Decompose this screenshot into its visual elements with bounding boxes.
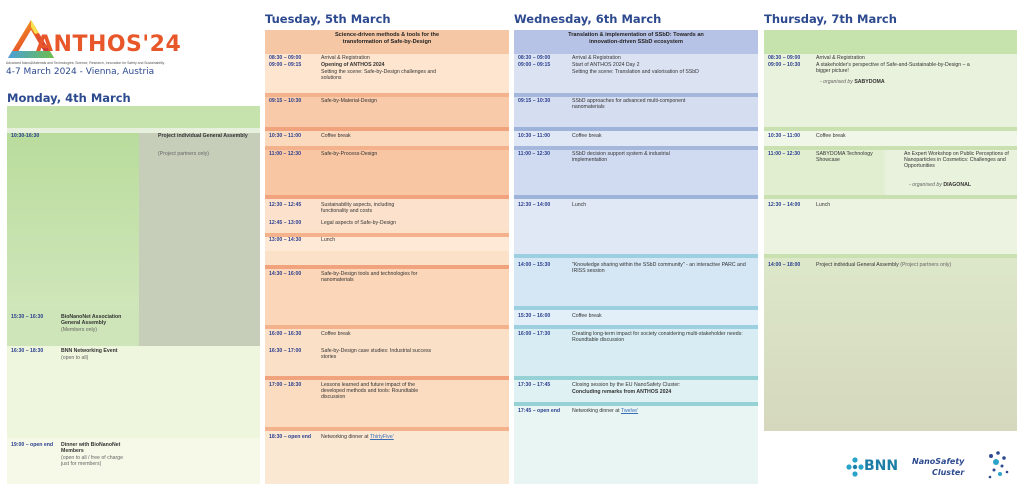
thursday-slot-2-title: A stakeholder's perspective of Safe-and-Sustainable-by-Design – a bigger picture! — [816, 62, 970, 75]
thursday-slot-1-time: 08:30 – 09:00 — [768, 55, 801, 61]
thursday-slot-2-org — [820, 79, 885, 85]
monday-column — [7, 106, 260, 484]
tuesday-slot-11-time: 16:30 – 17:00 — [269, 348, 302, 354]
thursday-slot-5-title: Lunch — [816, 202, 831, 208]
monday-title: Monday, 4th March — [7, 91, 131, 105]
thursday-slot-6-time: 14:00 – 18:00 — [768, 262, 801, 268]
nanosafety-cluster-logo — [912, 450, 1017, 482]
dots-figure-icon — [982, 450, 1014, 482]
wednesday-slot-2-time: 09:00 – 09:15 — [518, 62, 551, 68]
thursday-slot-2-org-prefix: - organised by — [820, 79, 855, 85]
wednesday-dinner-link[interactable]: Twelve' — [620, 408, 639, 414]
thursday-slot-4-parallel: An Expert Workshop on Public Perceptions of Nanoparticles in Cosmetics: Challenges and Opportunities — [904, 151, 1009, 170]
wednesday-slot-5-time: 11:00 – 12:30 — [518, 151, 551, 157]
monday-slot-3-time: 16:30 – 18:30 — [11, 348, 44, 354]
wednesday-slot-7-title: "Knowledge sharing within the SSbD community" - an interactive PARC and IRISS session — [572, 262, 746, 275]
wednesday-title: Wednesday, 6th March — [514, 12, 662, 26]
monday-slot-1-note: (Project partners only) — [158, 151, 210, 157]
tuesday-slot-7-time: 12:45 – 13:00 — [269, 220, 302, 226]
tuesday-slot-12-title: Lessons learned and future impact of the developed methods and tools: Roundtable discussion — [321, 382, 419, 401]
tuesday-slot-1-time: 08:30 – 09:00 — [269, 55, 302, 61]
thursday-slot-4-title: SABYDOMA Technology Showcase — [816, 151, 873, 164]
wednesday-slot-11-title — [572, 408, 638, 414]
wednesday-slot-8-title: Coffee break — [572, 313, 602, 319]
thursday-slot-6-note: (Project partners only) — [900, 262, 952, 268]
monday-slot-4-note: (open to all / free of charge just for members) — [61, 455, 123, 468]
tuesday-slot-5-time: 11:00 – 12:30 — [269, 151, 302, 157]
wednesday-slot-10-time: 17:30 – 17:45 — [518, 382, 551, 388]
tuesday-header: Science-driven methods & tools for the transformation of Safe-by-Design — [334, 32, 440, 45]
brand-name: ANTHOS'24 — [36, 32, 182, 57]
monday-slot-2-time: 15:30 – 16:30 — [11, 314, 44, 320]
tuesday-slot-9-time: 14:30 – 16:00 — [269, 271, 302, 277]
wednesday-slot-6-title: Lunch — [572, 202, 587, 208]
event-dates: 4-7 March 2024 - Vienna, Austria — [6, 67, 155, 77]
wednesday-column — [514, 30, 758, 484]
wednesday-slot-3-title: SSbD approaches for advanced multi-component nanomaterials — [572, 98, 686, 111]
wednesday-header: Translation & implementation of SSbD: Towards an innovation-driven SSbD ecosystem — [568, 32, 704, 45]
monday-slot-2-note: (Members only) — [61, 327, 98, 333]
wednesday-slot-2-title: Start of ANTHOS 2024 Day 2 — [572, 62, 640, 68]
monday-slot-1-time: 10:30-16:30 — [11, 133, 40, 139]
brand-tagline: Advanced Nano&Materials and Technologies: Science, Research, Innovation for Safety and Sustainability — [6, 61, 165, 65]
monday-slot-4-time: 19:00 – open end — [11, 442, 54, 448]
bnn-logo — [846, 455, 906, 479]
thursday-slot-2-time: 09:00 – 10:30 — [768, 62, 801, 68]
thursday-slot-4-time: 11:00 – 12:30 — [768, 151, 801, 157]
thursday-slot-2-org-name: SABYDOMA — [854, 79, 885, 85]
wednesday-slot-10-title: Closing session by the EU NanoSafety Cluster: — [572, 382, 681, 388]
tuesday-slot-2-time: 09:00 – 09:15 — [269, 62, 302, 68]
thursday-slot-6-title-text: Project individual General Assembly — [816, 262, 899, 268]
tuesday-slot-13-title — [321, 434, 394, 440]
thursday-title: Thursday, 7th March — [764, 12, 897, 26]
wednesday-slot-1-title: Arrival & Registration — [572, 55, 621, 61]
thursday-slot-4-org-prefix: - organised by — [909, 182, 944, 188]
wednesday-slot-6-time: 12:30 – 14:00 — [518, 202, 551, 208]
wednesday-slot-3-time: 09:15 – 10:30 — [518, 98, 551, 104]
wednesday-slot-4-time: 10:30 – 11:00 — [518, 133, 551, 139]
tuesday-slot-4-title: Coffee break — [321, 133, 351, 139]
tuesday-slot-11-title: Safe-by-Design case studies: Industrial success stories — [321, 348, 432, 361]
thursday-slot-3-time: 10:30 – 11:00 — [768, 133, 801, 139]
thursday-column — [764, 30, 1017, 431]
thursday-slot-5-time: 12:30 – 14:00 — [768, 202, 801, 208]
tuesday-slot-7-title: Legal aspects of Safe-by-Design — [321, 220, 396, 226]
thursday-slot-3-title: Coffee break — [816, 133, 846, 139]
tuesday-slot-13-time: 18:30 – open end — [269, 434, 312, 440]
thursday-slot-4-org — [909, 182, 971, 188]
tuesday-slot-9-title: Safe-by-Design tools and technologies for nanomaterials — [321, 271, 418, 284]
molecule-icon — [846, 457, 864, 477]
tuesday-slot-2-title: Opening of ANTHOS 2024 — [321, 62, 385, 68]
anthos-logo — [6, 18, 246, 78]
wednesday-dinner-label: Networking dinner at — [572, 408, 621, 414]
wednesday-slot-8-time: 15:30 – 16:00 — [518, 313, 551, 319]
tuesday-slot-10-title: Coffee break — [321, 331, 351, 337]
monday-slot-3-note: (open to all) — [61, 355, 89, 361]
wednesday-slot-11-time: 17:45 – open end — [518, 408, 561, 414]
thursday-slot-1-title: Arrival & Registration — [816, 55, 865, 61]
nsc-line2: Cluster — [932, 468, 965, 477]
tuesday-slot-8-time: 13:00 – 14:30 — [269, 237, 302, 243]
tuesday-slot-8-title: Lunch — [321, 237, 336, 243]
nsc-line1: NanoSafety — [912, 457, 965, 466]
tuesday-slot-12-time: 17:00 – 18:30 — [269, 382, 302, 388]
tuesday-slot-5-title: Safe-by-Process-Design — [321, 151, 378, 157]
monday-slot-1-title: Project individual General Assembly — [158, 133, 248, 139]
tuesday-slot-3-title: Safe-by-Material-Design — [321, 98, 377, 104]
thursday-slot-6-title — [816, 262, 951, 268]
monday-slot-2-title: BioNanoNet Association General Assembly — [61, 314, 122, 327]
wednesday-slot-10-sub: Concluding remarks from ANTHOS 2024 — [572, 389, 672, 395]
tuesday-slot-1-title: Arrival & Registration — [321, 55, 370, 61]
tuesday-slot-2-sub: Setting the scene: Safe-by-Design challenges and solutions — [321, 69, 437, 82]
wednesday-slot-2-sub: Setting the scene: Translation and valorisation of SSbD — [572, 69, 699, 75]
monday-slot-4-title: Dinner with BioNanoNet Members — [61, 442, 121, 455]
tuesday-slot-10-time: 16:00 – 16:30 — [269, 331, 302, 337]
tuesday-title: Tuesday, 5th March — [265, 12, 391, 26]
tuesday-slot-4-time: 10:30 – 11:00 — [269, 133, 302, 139]
monday-slot-3-title: BNN Networking Event — [61, 348, 118, 354]
wednesday-slot-5-title: SSbD decision support system & industrial implementation — [572, 151, 670, 164]
tuesday-dinner-link[interactable]: ThirtyFive' — [369, 434, 394, 440]
thursday-slot-4-org-name: DIAGONAL — [943, 182, 971, 188]
bnn-text: BNN — [864, 458, 899, 474]
tuesday-slot-6-title: Sustainability aspects, including functionality and costs — [321, 202, 395, 215]
wednesday-slot-9-time: 16:00 – 17:30 — [518, 331, 551, 337]
wednesday-slot-9-title: Creating long-term impact for society considering multi-stakeholder needs: Roundtable discussion — [572, 331, 743, 344]
tuesday-slot-3-time: 09:15 – 10:30 — [269, 98, 302, 104]
wednesday-slot-1-time: 08:30 – 09:00 — [518, 55, 551, 61]
wednesday-slot-4-title: Coffee break — [572, 133, 602, 139]
wednesday-slot-7-time: 14:00 – 15:30 — [518, 262, 551, 268]
tuesday-column — [265, 30, 509, 484]
tuesday-slot-6-time: 12:30 – 12:45 — [269, 202, 302, 208]
tuesday-dinner-label: Networking dinner at — [321, 434, 370, 440]
